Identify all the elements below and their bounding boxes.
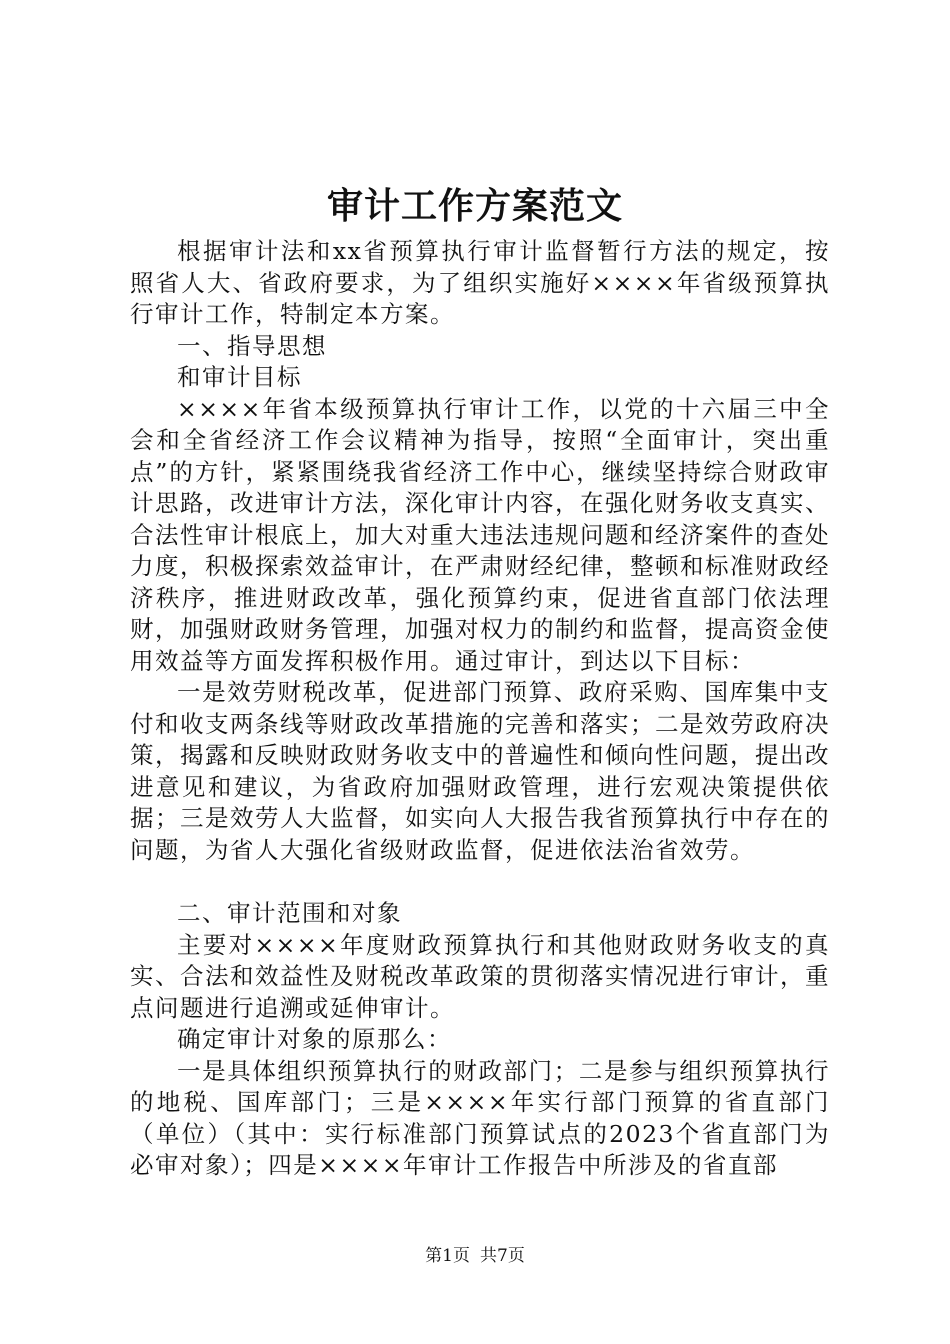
page-footer bbox=[0, 1244, 950, 1268]
paragraph-guiding-content: ××××年省本级预算执行审计工作，以党的十六届三中全会和全省经济工作会议精神为指导，按照“全面审计，突出重点”的方针，紧紧围绕我省经济工作中心，继续坚持综合财政审计思路，改进审计方法，深化审计内容，在强化财务收支真实、合法性审计根底上，加大对重大违法违规问题和经济案件的查处力度，积极探索效益审计，在严肃财经纪律，整顿和标准财政经济秩序，推进财政改革，强化预算约束，促进省直部门依法理财，加强财政财务管理，加强对权力的制约和监督，提高资金使用效益等方面发挥积极作用。通过审计，到达以下目标： bbox=[130, 394, 830, 675]
page-total: 共7页 bbox=[480, 1246, 525, 1266]
paragraph-intro: 根据审计法和xx省预算执行审计监督暂行方法的规定，按照省人大、省政府要求，为了组织实施好××××年省级预算执行审计工作，特制定本方案。 bbox=[130, 237, 830, 328]
paragraph-principle-heading: 确定审计对象的原那么： bbox=[177, 1025, 452, 1053]
heading-guiding-thought: 一、指导思想 bbox=[177, 331, 327, 360]
document-body bbox=[130, 236, 830, 1182]
document-title: 审计工作方案范文 bbox=[326, 185, 623, 227]
paragraph-scope: 主要对××××年度财政预算执行和其他财政财务收支的真实、合法和效益性及财税改革政策的贯彻落实情况进行审计，重点问题进行追溯或延伸审计。 bbox=[130, 930, 830, 1022]
paragraph-goals: 一是效劳财税改革，促进部门预算、政府采购、国库集中支付和收支两条线等财政改革措施的完善和落实；二是效劳政府决策，揭露和反映财政财务收支中的普遍性和倾向性问题，提出改进意见和建议，为省政府加强财政管理，进行宏观决策提供依据；三是效劳人大监督，如实向人大报告我省预算执行中存在的问题，为省人大强化省级财政监督，促进依法治省效劳。 bbox=[130, 678, 830, 864]
paragraph-principles: 一是具体组织预算执行的财政部门；二是参与组织预算执行的地税、国库部门；三是××××年实行部门预算的省直部门（单位）（其中：实行标准部门预算试点的2023个省直部门为必审对象）；四是××××年审计工作报告中所涉及的省直部 bbox=[130, 1056, 830, 1179]
heading-scope: 二、审计范围和对象 bbox=[177, 899, 402, 927]
page-number: 第1页 bbox=[425, 1246, 470, 1266]
heading-audit-goal: 和审计目标 bbox=[177, 363, 302, 391]
